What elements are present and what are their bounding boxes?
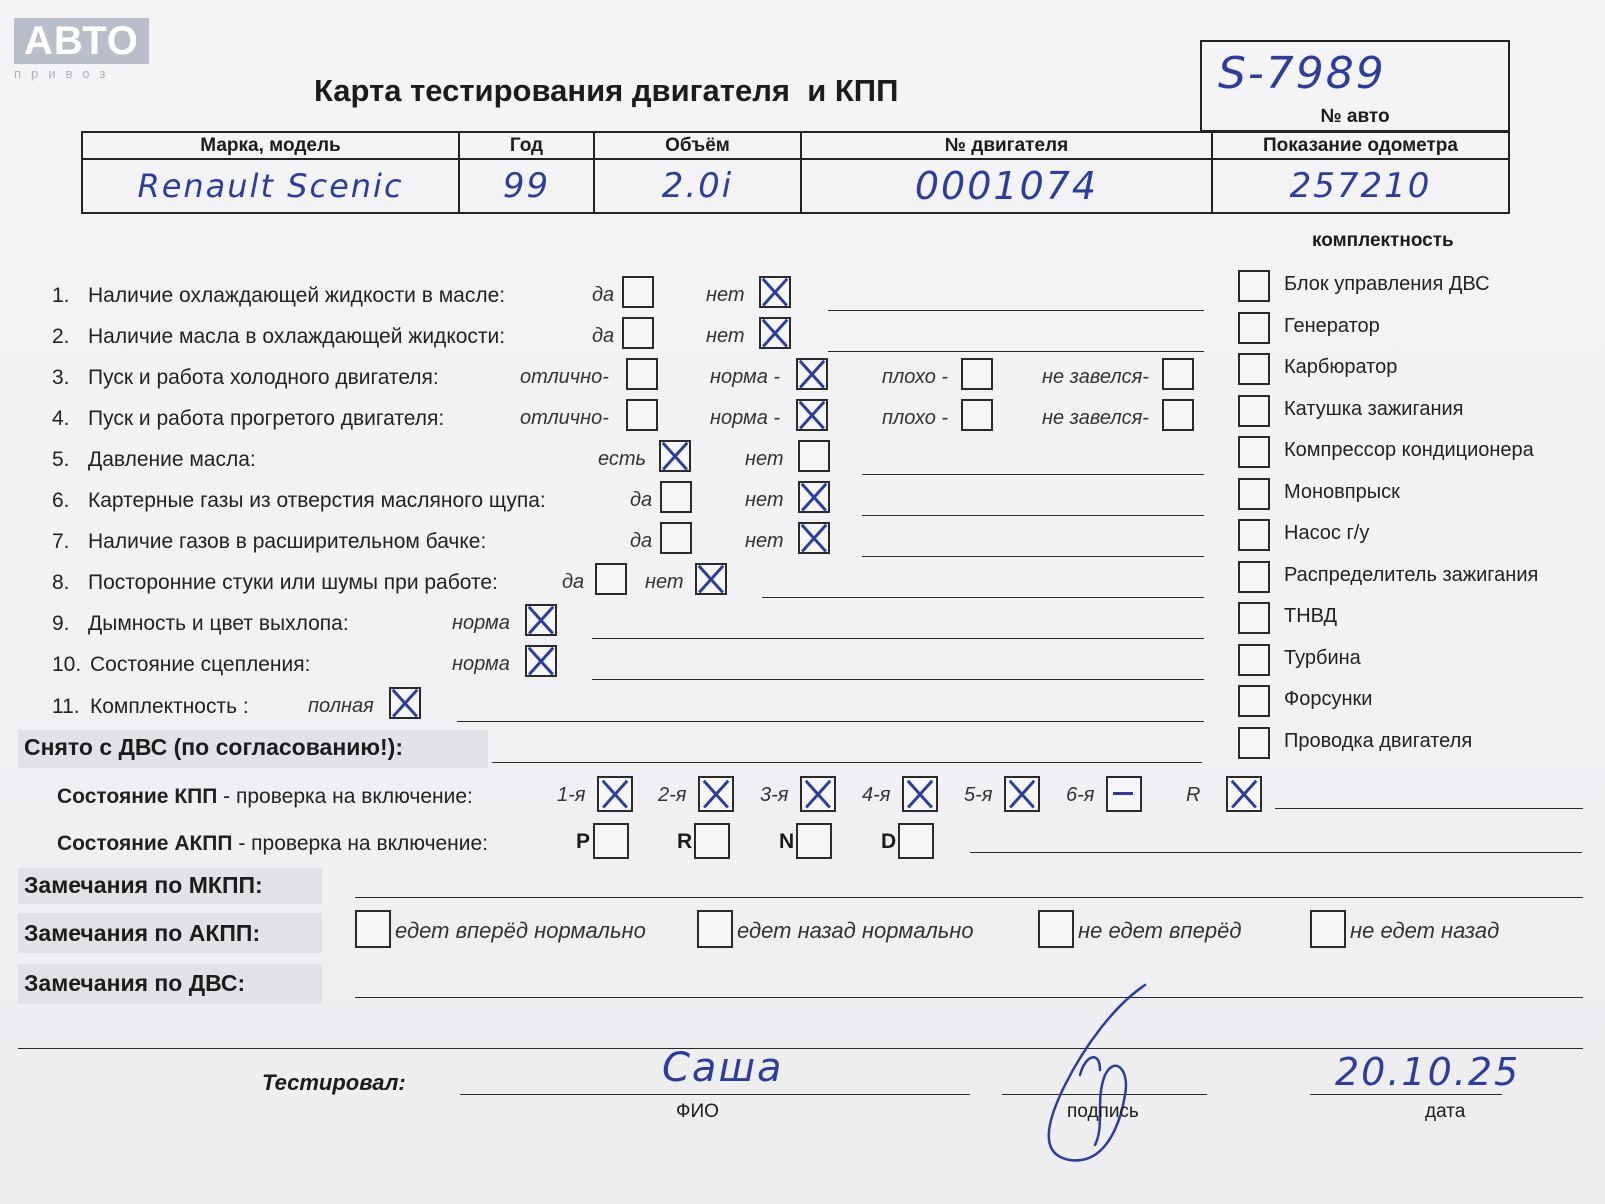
akpp-label-bold: Состояние АКПП bbox=[57, 832, 233, 855]
kit-item-label: Форсунки bbox=[1284, 688, 1373, 710]
col-year: Год bbox=[459, 132, 594, 159]
kit-checkbox[interactable] bbox=[1238, 353, 1270, 385]
kit-item-label: Насос г/у bbox=[1284, 522, 1370, 544]
option-label: да bbox=[592, 325, 615, 347]
kit-item-label: Карбюратор bbox=[1284, 356, 1398, 378]
akpp-mode-label: N bbox=[779, 830, 795, 853]
item-text: Наличие масла в охлаждающей жидкости: bbox=[88, 325, 506, 348]
gear-checkbox[interactable] bbox=[597, 776, 633, 812]
item-text: Наличие охлаждающей жидкости в масле: bbox=[88, 284, 506, 307]
tested-label: Тестировал: bbox=[262, 1070, 406, 1095]
kit-checkbox[interactable] bbox=[1238, 436, 1270, 468]
akpp-mode-checkbox[interactable] bbox=[593, 823, 629, 859]
akpp-line bbox=[970, 852, 1582, 853]
kit-item-label: Блок управления ДВС bbox=[1284, 273, 1490, 295]
option-checkbox[interactable] bbox=[961, 358, 993, 390]
item-note-line bbox=[828, 310, 1204, 311]
kit-checkbox[interactable] bbox=[1238, 602, 1270, 634]
option-label: норма - bbox=[710, 407, 781, 429]
akpp-remark-checkbox[interactable] bbox=[355, 910, 391, 948]
col-volume: Объём bbox=[594, 132, 801, 159]
car-number-label: № авто bbox=[1320, 106, 1390, 127]
gear-label: 2-я bbox=[658, 784, 687, 806]
option-checkbox[interactable] bbox=[695, 563, 727, 595]
option-checkbox[interactable] bbox=[1162, 358, 1194, 390]
kit-item-label: Компрессор кондиционера bbox=[1284, 439, 1534, 461]
akpp-remark-checkbox[interactable] bbox=[697, 910, 733, 948]
akpp-mode-label: P bbox=[576, 830, 591, 853]
kit-item-label: Распределитель зажигания bbox=[1284, 563, 1539, 586]
option-checkbox[interactable] bbox=[626, 399, 658, 431]
kit-checkbox[interactable] bbox=[1238, 685, 1270, 717]
kpp-line bbox=[1275, 808, 1583, 809]
value-engine-no: 0001074 bbox=[801, 159, 1212, 213]
kit-checkbox[interactable] bbox=[1238, 519, 1270, 551]
item-note-line bbox=[862, 474, 1204, 475]
car-number-value: S-7989 bbox=[1218, 48, 1386, 99]
item-note-line bbox=[592, 679, 1204, 680]
akpp-mode-checkbox[interactable] bbox=[898, 823, 934, 859]
option-label: нет bbox=[745, 489, 784, 511]
option-checkbox[interactable] bbox=[961, 399, 993, 431]
signature bbox=[1025, 975, 1175, 1175]
removed-line bbox=[492, 762, 1202, 763]
col-engine-no: № двигателя bbox=[801, 132, 1212, 159]
logo-sub: привоз bbox=[14, 66, 116, 81]
sign-label: подпись bbox=[1067, 1101, 1139, 1122]
kit-item-label: Проводка двигателя bbox=[1284, 729, 1473, 752]
option-label: норма bbox=[452, 612, 510, 634]
col-odometer: Показание одометра bbox=[1212, 132, 1509, 159]
option-label: плохо - bbox=[882, 366, 949, 388]
option-checkbox[interactable] bbox=[796, 399, 828, 431]
remarks-mkpp-line bbox=[355, 897, 1583, 898]
option-checkbox[interactable] bbox=[659, 440, 691, 472]
option-checkbox[interactable] bbox=[622, 276, 654, 308]
kpp-label bbox=[57, 785, 473, 809]
item-number: 9. bbox=[52, 612, 70, 635]
item-text: Дымность и цвет выхлопа: bbox=[88, 612, 349, 635]
kit-title: комплектность bbox=[1312, 230, 1454, 251]
option-checkbox[interactable] bbox=[626, 358, 658, 390]
option-label: есть bbox=[598, 448, 647, 470]
option-label: да bbox=[630, 489, 653, 511]
option-label: не завелся- bbox=[1042, 366, 1149, 388]
item-note-line bbox=[762, 597, 1204, 598]
item-note-line bbox=[828, 351, 1204, 352]
option-checkbox[interactable] bbox=[798, 440, 830, 472]
option-label: не завелся- bbox=[1042, 407, 1149, 429]
item-note-line bbox=[592, 638, 1204, 639]
item-number: 8. bbox=[52, 571, 70, 594]
option-checkbox[interactable] bbox=[1162, 399, 1194, 431]
option-label: отлично- bbox=[520, 407, 609, 429]
remarks-dvs-label: Замечания по ДВС: bbox=[24, 970, 246, 996]
akpp-label bbox=[57, 832, 488, 856]
page-title: Карта тестирования двигателя и КПП bbox=[314, 73, 899, 108]
removed-label: Снято с ДВС (по согласованию!): bbox=[24, 734, 403, 760]
kit-checkbox[interactable] bbox=[1238, 727, 1270, 759]
item-number: 2. bbox=[52, 325, 70, 348]
gear-label: R bbox=[1186, 784, 1201, 806]
vehicle-header-table bbox=[81, 131, 1510, 214]
option-label: да bbox=[592, 284, 615, 306]
remarks-akpp-label: Замечания по АКПП: bbox=[24, 920, 261, 946]
item-text: Пуск и работа холодного двигателя: bbox=[88, 366, 439, 389]
gear-checkbox[interactable] bbox=[1106, 776, 1142, 812]
option-checkbox[interactable] bbox=[798, 522, 830, 554]
akpp-remark-label: едет вперёд нормально bbox=[395, 918, 646, 943]
kit-checkbox[interactable] bbox=[1238, 561, 1270, 593]
kit-checkbox[interactable] bbox=[1238, 270, 1270, 302]
option-checkbox[interactable] bbox=[525, 645, 557, 677]
option-checkbox[interactable] bbox=[595, 563, 627, 595]
value-year: 99 bbox=[459, 159, 594, 213]
gear-checkbox[interactable] bbox=[1226, 776, 1262, 812]
kit-item-label: Катушка зажигания bbox=[1284, 397, 1464, 420]
akpp-mode-label: D bbox=[881, 830, 897, 853]
option-label: плохо - bbox=[882, 407, 949, 429]
car-number-box bbox=[1200, 40, 1510, 132]
option-checkbox[interactable] bbox=[796, 358, 828, 390]
akpp-remark-label: не едет назад bbox=[1350, 918, 1500, 943]
item-number: 7. bbox=[52, 530, 70, 553]
item-number: 11. bbox=[52, 695, 80, 718]
akpp-label-rest: - проверка на включение: bbox=[232, 832, 489, 855]
item-text: Комплектность : bbox=[90, 695, 249, 718]
gear-label: 3-я bbox=[760, 784, 789, 806]
akpp-remark-label: не едет вперёд bbox=[1078, 918, 1242, 943]
fio-line bbox=[460, 1094, 970, 1095]
option-label: да bbox=[562, 571, 585, 593]
tester-name: Саша bbox=[662, 1045, 784, 1091]
gear-label: 5-я bbox=[964, 784, 993, 806]
option-label: норма - bbox=[710, 366, 781, 388]
akpp-mode-checkbox[interactable] bbox=[694, 823, 730, 859]
kit-item-label: Турбина bbox=[1284, 646, 1361, 669]
col-make: Марка, модель bbox=[82, 132, 459, 159]
value-volume: 2.0i bbox=[594, 159, 801, 213]
remarks-mkpp-label: Замечания по МКПП: bbox=[24, 872, 263, 898]
option-label: нет bbox=[745, 530, 784, 552]
fio-label: ФИО bbox=[676, 1101, 719, 1122]
gear-label: 6-я bbox=[1066, 784, 1095, 806]
kit-checkbox[interactable] bbox=[1238, 478, 1270, 510]
gear-label: 4-я bbox=[862, 784, 891, 806]
item-note-line bbox=[457, 721, 1204, 722]
item-text: Картерные газы из отверстия масляного щупа: bbox=[88, 489, 546, 512]
option-checkbox[interactable] bbox=[759, 276, 791, 308]
item-number: 3. bbox=[52, 366, 70, 389]
option-checkbox[interactable] bbox=[798, 481, 830, 513]
option-label: нет bbox=[706, 284, 745, 306]
kpp-label-bold: Состояние КПП bbox=[57, 785, 218, 808]
option-checkbox[interactable] bbox=[622, 317, 654, 349]
option-checkbox[interactable] bbox=[759, 317, 791, 349]
kit-item-label: Генератор bbox=[1284, 314, 1380, 337]
item-text: Посторонние стуки или шумы при работе: bbox=[88, 571, 498, 594]
akpp-remark-label: едет назад нормально bbox=[737, 918, 974, 943]
gear-label: 1-я bbox=[557, 784, 586, 806]
item-number: 5. bbox=[52, 448, 70, 471]
item-text: Пуск и работа прогретого двигателя: bbox=[88, 407, 445, 430]
item-note-line bbox=[862, 515, 1204, 516]
logo bbox=[14, 18, 149, 81]
date-line bbox=[1310, 1094, 1502, 1095]
value-make: Renault Scenic bbox=[82, 159, 459, 213]
item-number: 1. bbox=[52, 284, 70, 307]
option-label: отлично- bbox=[520, 366, 609, 388]
item-number: 6. bbox=[52, 489, 70, 512]
date-label: дата bbox=[1425, 1101, 1466, 1122]
item-number: 10. bbox=[52, 653, 82, 676]
option-label: норма bbox=[452, 653, 510, 675]
akpp-remark-checkbox[interactable] bbox=[1310, 910, 1346, 948]
gear-checkbox[interactable] bbox=[1004, 776, 1040, 812]
kit-checkbox[interactable] bbox=[1238, 395, 1270, 427]
kit-item-label: ТНВД bbox=[1284, 605, 1338, 627]
gear-checkbox[interactable] bbox=[800, 776, 836, 812]
item-text: Состояние сцепления: bbox=[90, 653, 311, 676]
akpp-mode-checkbox[interactable] bbox=[796, 823, 832, 859]
akpp-remark-checkbox[interactable] bbox=[1038, 910, 1074, 948]
option-label: да bbox=[630, 530, 653, 552]
option-checkbox[interactable] bbox=[660, 522, 692, 554]
test-date: 20.10.25 bbox=[1335, 1050, 1521, 1094]
option-label: нет bbox=[745, 448, 784, 470]
akpp-mode-label: R bbox=[677, 830, 693, 853]
logo-main: АВТО bbox=[14, 18, 149, 64]
value-odometer: 257210 bbox=[1212, 159, 1509, 213]
kit-item-label: Моновпрыск bbox=[1284, 480, 1400, 503]
remarks-dvs-line bbox=[355, 997, 1583, 998]
item-text: Давление масла: bbox=[88, 448, 256, 471]
item-number: 4. bbox=[52, 407, 70, 430]
kit-checkbox[interactable] bbox=[1238, 644, 1270, 676]
option-checkbox[interactable] bbox=[660, 481, 692, 513]
option-label: нет bbox=[706, 325, 745, 347]
gear-checkbox[interactable] bbox=[902, 776, 938, 812]
kit-checkbox[interactable] bbox=[1238, 312, 1270, 344]
gear-checkbox[interactable] bbox=[698, 776, 734, 812]
option-label: нет bbox=[645, 571, 684, 593]
option-label: полная bbox=[308, 695, 374, 717]
kpp-label-rest: - проверка на включение: bbox=[217, 785, 473, 808]
remarks-extra-line bbox=[18, 1048, 1583, 1049]
item-text: Наличие газов в расширительном бачке: bbox=[88, 530, 487, 553]
item-note-line bbox=[862, 556, 1204, 557]
option-checkbox[interactable] bbox=[525, 604, 557, 636]
option-checkbox[interactable] bbox=[389, 687, 421, 719]
